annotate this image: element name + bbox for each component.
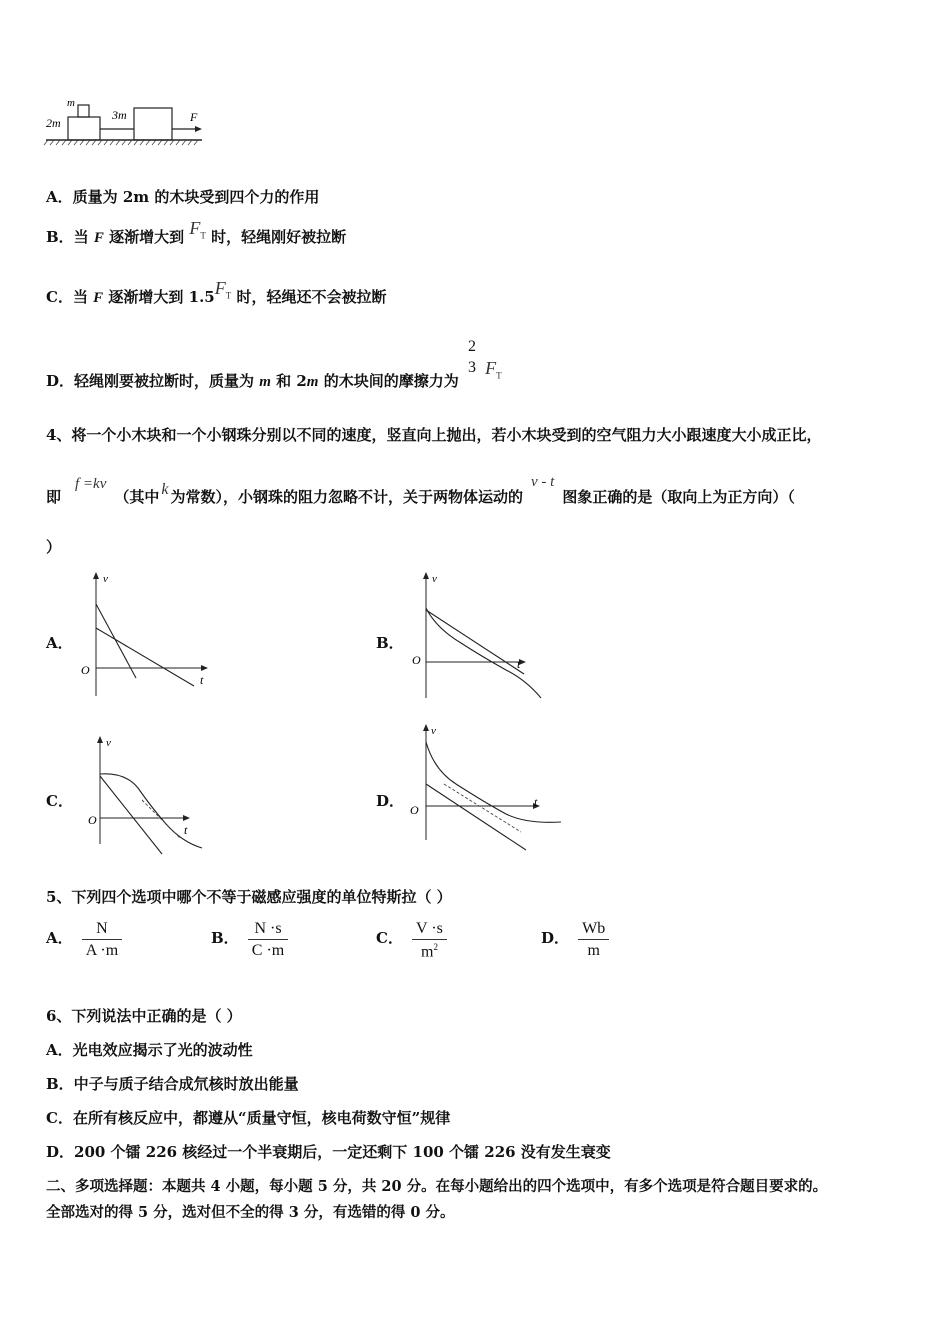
q6-option-c: C．在所有核反应中，都遵从“质量守恒，核电荷数守恒”规律 — [46, 1109, 451, 1127]
t-label: t — [517, 657, 521, 671]
graph-d — [406, 722, 566, 857]
label-3m: 3m — [112, 108, 127, 122]
unit-fraction: $\frac{Wb}{m}$ — [578, 920, 609, 960]
unit-fraction: $\frac{V \cdot s}{m^2}$ — [412, 920, 447, 961]
ft-symbol: $F_T$ — [485, 357, 502, 381]
origin-label: O — [81, 663, 90, 677]
origin-label: O — [88, 813, 97, 827]
ball-line — [426, 784, 526, 850]
symbol-vt: v - t — [531, 474, 555, 490]
q4-option-a-label: A． — [46, 634, 73, 652]
force-arrow-head — [195, 126, 202, 132]
origin-label: O — [410, 803, 419, 817]
t-axis-arrow — [183, 815, 190, 821]
blocks-figure — [40, 92, 210, 152]
v-label: v — [432, 573, 437, 585]
q3-option-c: C．当 F 逐渐增大到 $1.5F_T$ 时，轻绳还不会被拉断 — [46, 278, 387, 306]
q6-option-b: B．中子与质子结合成氘核时放出能量 — [46, 1075, 299, 1093]
q6-option-d: D．200 个镭 226 核经过一个半衰期后，一定还剩下 100 个镭 226 没有发生衰变 — [46, 1143, 611, 1161]
q5-option-a: A． $\frac{N}{A \cdot m}$ — [46, 920, 122, 960]
origin-label: O — [412, 653, 421, 667]
block-2m — [68, 117, 100, 140]
q4-stem-line3: ） — [46, 538, 62, 556]
fraction-two-thirds: 2 3 — [467, 338, 476, 376]
ball-line — [426, 610, 524, 674]
block-m — [78, 105, 89, 117]
q5-stem: 5、下列四个选项中哪个不等于磁感应强度的单位特斯拉（ ） — [46, 888, 452, 906]
t-axis-arrow — [201, 665, 208, 671]
q5-option-d: D． $\frac{Wb}{m}$ — [541, 920, 609, 960]
t-label: t — [200, 673, 204, 687]
label-F: F — [190, 110, 198, 124]
wood-curve — [96, 604, 136, 678]
ball-line — [96, 628, 194, 686]
wood-curve — [426, 742, 561, 822]
v-axis-arrow — [97, 736, 103, 743]
section2-heading-line1: 二、多项选择题：本题共 4 小题，每小题 5 分，共 20 分。在每小题给出的四个选项中，有多个选项是符合题目要求的。 — [46, 1178, 828, 1195]
v-axis-arrow — [423, 572, 429, 579]
q6-option-a: A．光电效应揭示了光的波动性 — [46, 1041, 253, 1059]
q3-option-a: A．质量为 2m 的木块受到四个力的作用 — [46, 188, 320, 206]
q5-option-c: C． $\frac{V \cdot s}{m^2}$ — [376, 920, 447, 961]
label-m: m — [67, 97, 75, 109]
block-3m — [134, 108, 172, 140]
graph-b — [406, 568, 551, 703]
graph-a — [76, 568, 216, 703]
q4-option-c-label: C． — [46, 792, 73, 810]
q4-option-b-label: B． — [376, 634, 404, 652]
t-label: t — [534, 795, 538, 809]
q6-stem: 6、下列说法中正确的是（ ） — [46, 1007, 242, 1025]
ball-line — [100, 776, 162, 854]
v-label: v — [103, 573, 108, 585]
label-2m: 2m — [46, 116, 61, 130]
ft-symbol: $F_T$ — [189, 218, 206, 241]
graph-c — [80, 732, 210, 857]
formula-f-kv: f =kv — [75, 476, 107, 492]
q4-stem-line1: 4、将一个小木块和一个小钢珠分别以不同的速度，竖直向上抛出，若小木块受到的空气阻力大小跟速度大小成正比， — [46, 426, 822, 444]
q3-option-b: B．当 F 逐渐增大到 $F_T$ 时，轻绳刚好被拉断 — [46, 218, 347, 246]
t-label: t — [184, 823, 188, 837]
q4-stem-line2: 即f =kv（其中 k 为常数），小钢珠的阻力忽略不计，关于两物体运动的v - t图象正确的是（取向上为正方向）（ — [46, 474, 795, 506]
v-axis-arrow — [93, 572, 99, 579]
symbol-k: k — [161, 481, 169, 498]
q3-option-d: D．轻绳刚要被拉断时，质量为 m 和 2m 的木块间的摩擦力为 2 3 $F_T$ — [46, 338, 502, 390]
tangent-dashed — [142, 800, 180, 838]
unit-fraction: $\frac{N}{A \cdot m}$ — [82, 920, 122, 960]
v-label: v — [431, 725, 436, 737]
ground — [44, 140, 202, 145]
unit-fraction: $\frac{N \cdot s}{C \cdot m}$ — [248, 920, 288, 960]
section2-heading-line2: 全部选对的得 5 分，选对但不全的得 3 分，有选错的得 0 分。 — [46, 1204, 455, 1221]
q4-option-d-label: D． — [376, 792, 405, 810]
v-label: v — [106, 737, 111, 749]
ft-symbol: $F_T$ — [214, 278, 232, 301]
q5-option-b: B． $\frac{N \cdot s}{C \cdot m}$ — [211, 920, 288, 960]
v-axis-arrow — [423, 724, 429, 731]
tangent-dashed — [444, 784, 521, 832]
